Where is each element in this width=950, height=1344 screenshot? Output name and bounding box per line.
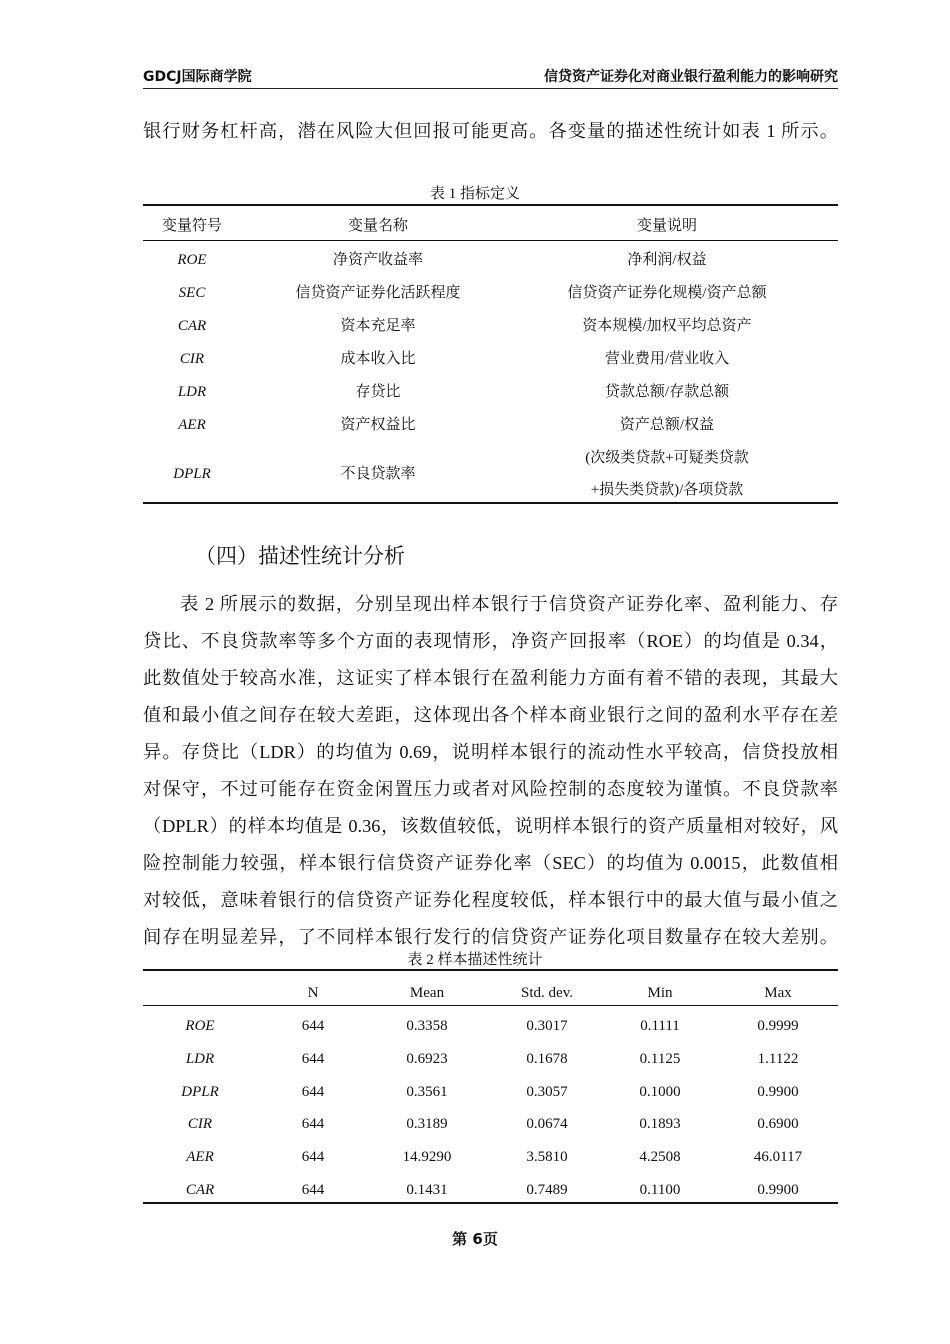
table2-cell: DPLR <box>181 1083 219 1100</box>
table2-cell: 0.9900 <box>757 1182 799 1198</box>
table2-cell: CAR <box>185 1182 215 1198</box>
table2-header-cell: Max <box>764 985 792 1001</box>
table2-cell: 0.3189 <box>406 1116 448 1133</box>
table2-cell: 14.9290 <box>402 1149 452 1166</box>
table1-cell: 资本规模/加权平均总资产 <box>582 318 752 334</box>
table2-cell: 0.1893 <box>639 1116 681 1133</box>
paragraph-line: （DPLR）的样本均值是 0.36，该数值较低，说明样本银行的资产质量相对较好，风 <box>143 816 838 836</box>
table1-cell: 信贷资产证券化活跃程度 <box>295 285 461 301</box>
paragraph-line: 对保守，不过可能存在资金闲置压力或者对风险控制的态度较为谨慎。不良贷款率 <box>143 779 838 799</box>
table2-header-rule <box>143 1005 838 1006</box>
header-divider <box>143 88 838 89</box>
paragraph-line: 表 2 所展示的数据，分别呈现出样本银行于信贷资产证券化率、盈利能力、存 <box>180 594 838 614</box>
table2-cell: 0.3017 <box>526 1018 568 1034</box>
table1-top-rule <box>143 204 838 206</box>
table1-cell: 净资产收益率 <box>332 252 424 268</box>
table1-header-cell: 变量符号 <box>161 218 223 234</box>
table2-cell: 0.9999 <box>757 1018 799 1034</box>
table2-cell: 644 <box>301 1018 325 1034</box>
table1-cell: ROE <box>177 252 207 268</box>
table2-cell: 0.1125 <box>639 1050 681 1067</box>
table2-cell: 0.1431 <box>406 1182 448 1198</box>
table2-cell: 3.5810 <box>526 1149 568 1166</box>
table1-cell: SEC <box>178 285 206 301</box>
table2-cell: LDR <box>185 1050 215 1067</box>
table2-cell: 0.1100 <box>639 1182 681 1198</box>
paragraph-line: 间存在明显差异，了不同样本银行发行的信贷资产证券化项目数量存在较大差别。 <box>143 927 838 947</box>
paragraph-line: 异。存贷比（LDR）的均值为 0.69，说明样本银行的流动性水平较高，信贷投放相 <box>143 742 838 762</box>
table1-bottom-rule <box>143 502 838 504</box>
table2-cell: CIR <box>187 1116 213 1133</box>
table1-cell: 资本充足率 <box>340 318 416 334</box>
table1-cell: (次级类贷款+可疑类贷款 <box>585 450 749 466</box>
table2-cell: 644 <box>301 1116 325 1133</box>
table1-cell: CAR <box>177 318 207 334</box>
header-right: 信贷资产证券化对商业银行盈利能力的影响研究 <box>544 69 838 85</box>
table1-cell: 不良贷款率 <box>340 466 416 482</box>
table2-cell: 46.0117 <box>753 1149 803 1166</box>
paragraph-line: 值和最小值之间存在较大差距，这体现出各个样本商业银行之间的盈利水平存在差 <box>143 705 838 725</box>
table1-cell: 资产权益比 <box>340 417 416 433</box>
table1-cell: CIR <box>179 351 205 367</box>
table1-cell: AER <box>178 417 206 433</box>
table1-cell: 营业费用/营业收入 <box>604 351 730 367</box>
table1-caption: 表 1 指标定义 <box>429 186 520 202</box>
table2-cell: 0.1000 <box>639 1083 681 1100</box>
table1-cell: 信贷资产证券化规模/资产总额 <box>567 285 767 301</box>
table1-cell: 净利润/权益 <box>627 252 707 268</box>
table2-top-rule <box>143 969 838 971</box>
table2-cell: 0.9900 <box>757 1083 799 1100</box>
paragraph-line: 贷比、不良贷款率等多个方面的表现情形，净资产回报率（ROE）的均值是 0.34， <box>143 631 838 651</box>
page-number: 第 6页 <box>452 1230 498 1248</box>
table1-cell: 资产总额/权益 <box>619 417 715 433</box>
table1-cell: LDR <box>177 384 207 400</box>
table2-bottom-rule <box>143 1202 838 1204</box>
table1-cell: 成本收入比 <box>340 351 416 367</box>
table2-cell: 0.3561 <box>406 1083 448 1100</box>
section-heading: （四）描述性统计分析 <box>195 544 405 568</box>
paragraph-line: 险控制能力较强，样本银行信贷资产证券化率（SEC）的均值为 0.0015，此数值相 <box>143 853 838 873</box>
table2-cell: 0.1111 <box>640 1018 680 1034</box>
table2-header-cell: N <box>307 985 319 1001</box>
table1-header-rule <box>143 240 838 241</box>
table2-cell: 0.0674 <box>526 1116 568 1133</box>
table2-header-cell: Min <box>647 985 673 1001</box>
table1-cell: DPLR <box>173 466 211 482</box>
table1-header-cell: 变量说明 <box>636 218 698 234</box>
table2-cell: 644 <box>301 1182 325 1198</box>
table1-cell: 存贷比 <box>355 384 401 400</box>
table2-cell: 0.3057 <box>526 1083 568 1100</box>
table2-cell: 0.3358 <box>406 1018 448 1034</box>
table2-caption: 表 2 样本描述性统计 <box>407 952 543 968</box>
intro-line: 银行财务杠杆高，潜在风险大但回报可能更高。各变量的描述性统计如表 1 所示。 <box>143 121 838 141</box>
table1-cell: 贷款总额/存款总额 <box>604 384 730 400</box>
table2-cell: 0.6923 <box>406 1050 448 1067</box>
table2-cell: 4.2508 <box>639 1149 681 1166</box>
table2-cell: 0.6900 <box>757 1116 799 1133</box>
paragraph-line: 对较低，意味着银行的信贷资产证券化程度较低，样本银行中的最大值与最小值之 <box>143 890 838 910</box>
table2-cell: 644 <box>301 1050 325 1067</box>
header-left: GDCJ国际商学院 <box>143 69 252 85</box>
table2-cell: 1.1122 <box>757 1050 799 1067</box>
table2-cell: 644 <box>301 1149 325 1166</box>
table2-cell: ROE <box>185 1018 215 1034</box>
table2-cell: 0.7489 <box>526 1182 568 1198</box>
table2-cell: 0.1678 <box>526 1050 568 1067</box>
table2-header-cell: Mean <box>409 985 445 1001</box>
table2-header-cell: Std. dev. <box>521 985 573 1001</box>
paragraph-line: 此数值处于较高水准，这证实了样本银行在盈利能力方面有着不错的表现，其最大 <box>143 668 838 688</box>
table2-cell: AER <box>186 1149 214 1166</box>
table1-header-cell: 变量名称 <box>347 218 409 234</box>
table2-cell: 644 <box>301 1083 325 1100</box>
table1-cell: +损失类贷款)/各项贷款 <box>590 482 744 498</box>
